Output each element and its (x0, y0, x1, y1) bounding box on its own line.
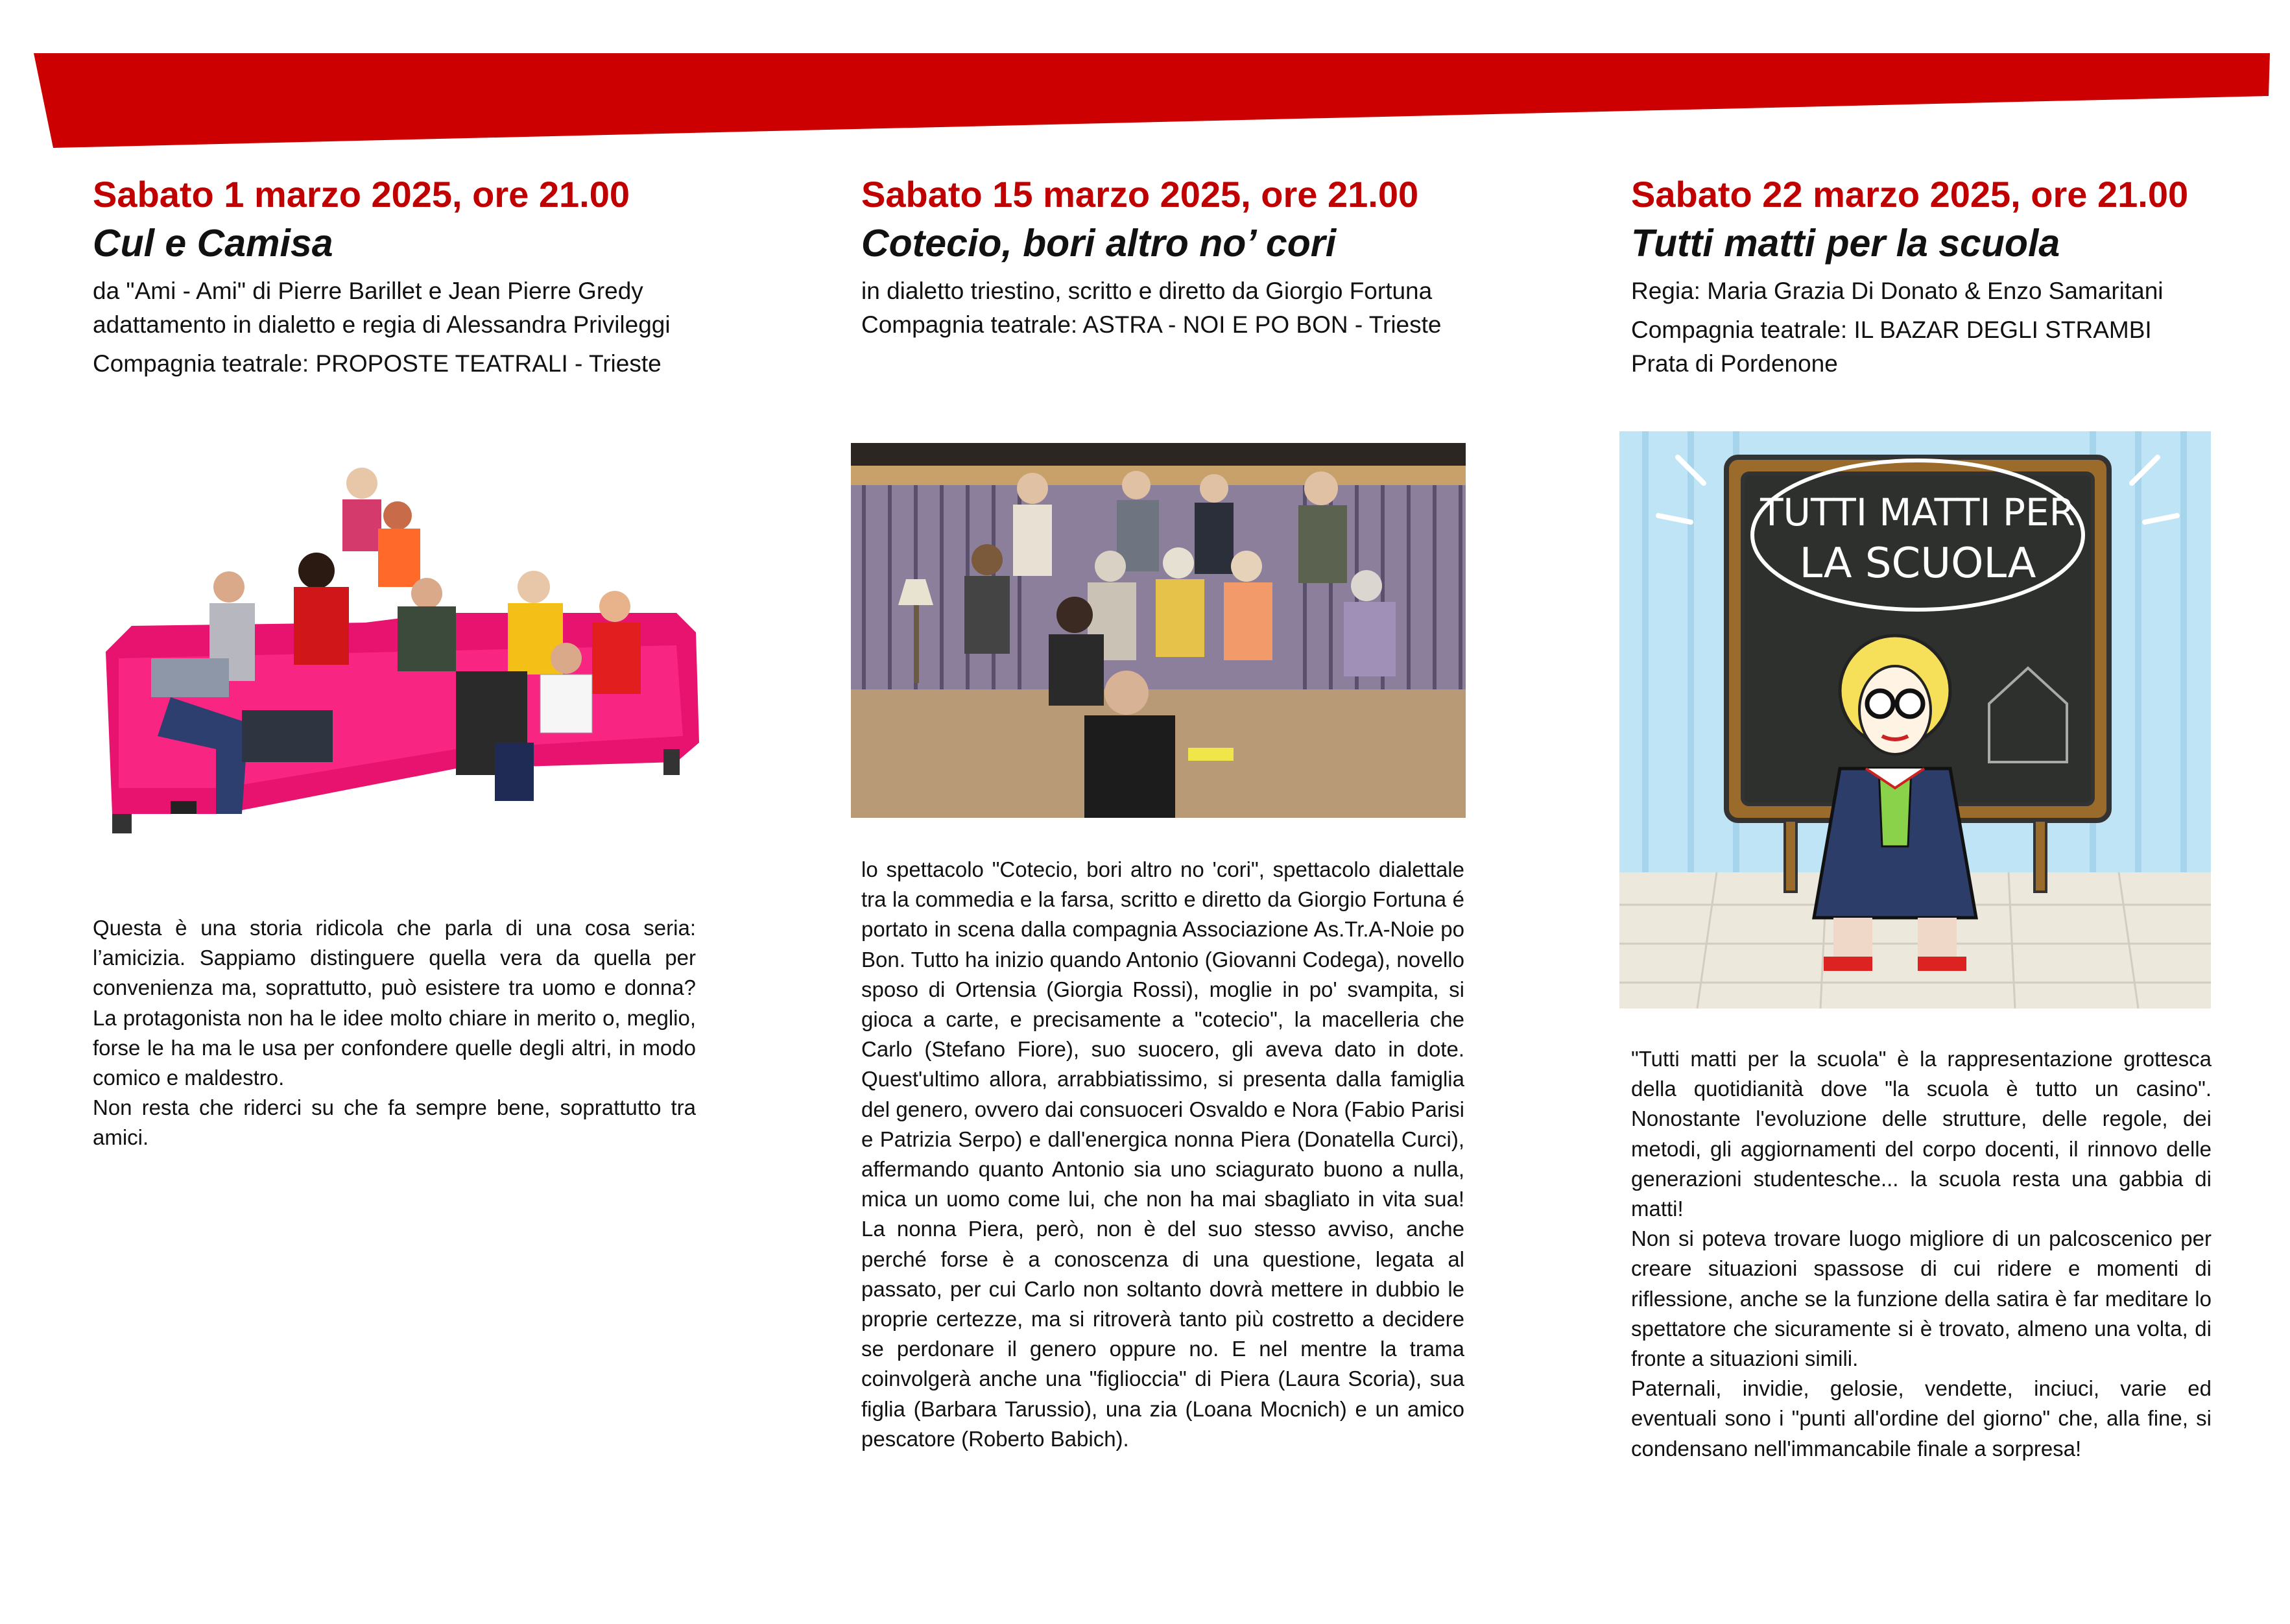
event-date: Sabato 15 marzo 2025, ore 21.00 (861, 174, 1419, 215)
event-title: Cotecio, bori altro no’ cori (861, 222, 1337, 265)
event-credit: Compagnia teatrale: PROPOSTE TEATRALI - Trieste (93, 350, 662, 377)
event-date: Sabato 1 marzo 2025, ore 21.00 (93, 174, 630, 215)
description-paragraph: Non resta che riderci su che fa sempre bene, soprattutto tra amici. (93, 1095, 696, 1150)
red-banner (0, 0, 2290, 156)
event-title: Tutti matti per la scuola (1631, 222, 2060, 265)
event-date: Sabato 22 marzo 2025, ore 21.00 (1631, 174, 2189, 215)
event-credit: da "Ami - Ami" di Pierre Barillet e Jean Pierre Gredy (93, 278, 643, 304)
description-paragraph: Paternali, invidie, gelosie, vendette, inciuci, varie ed eventuali sono i "punti all'ordine del giorno" che, alla fine, si condensano nell'immancabile finale a sorpresa! (1631, 1376, 2212, 1461)
poster-title-line-1: TUTTI MATTI PER (1760, 490, 2075, 534)
event-column-1 (93, 172, 696, 381)
event-credit: Regia: Maria Grazia Di Donato & Enzo Samaritani (1631, 278, 2164, 304)
cast-photo-cotecio (851, 443, 1466, 818)
event-description (93, 913, 696, 1153)
event-description (1631, 1044, 2212, 1464)
poster-title-line-2: LA SCUOLA (1799, 540, 2036, 588)
description-paragraph: "Tutti matti per la scuola" è la rappresentazione grottesca della quotidianità dove "la scuola è tutto un casino". Nonostante l'evoluzione delle strutture, delle regole, dei metodi, gli aggiornamenti del corpo docenti, il rinnovo delle generazioni studentesche... la scuola resta una gabbia di matti! (1631, 1047, 2212, 1221)
event-column-3 (1631, 172, 2215, 381)
event-description (861, 855, 1464, 1454)
event-credit: Compagnia teatrale: ASTRA - NOI E PO BON - Trieste (861, 311, 1442, 338)
event-column-2 (861, 172, 1468, 342)
event-title: Cul e Camisa (93, 222, 333, 265)
poster-tutti-matti (1619, 431, 2211, 1009)
event-credit: Compagnia teatrale: IL BAZAR DEGLI STRAMBI (1631, 316, 2152, 343)
event-credit: in dialetto triestino, scritto e diretto da Giorgio Fortuna (861, 278, 1433, 304)
cast-photo-cul-e-camisa (93, 464, 702, 853)
description-paragraph: lo spettacolo "Cotecio, bori altro no 'cori", spettacolo dialettale tra la commedia e la farsa, scritto e diretto da Giorgio Fortuna é portato in scena dalla compagnia Associazione As.Tr.A-Noie po Bon. Tutto ha inizio quando Antonio (Giovanni Codega), novello sposo di Ortensia (Giorgia Rossi), moglie in po' svampita, si gioca a carte, e precisamente a "cotecio", la macelleria che Carlo (Stefano Fiore), suo suocero, gli aveva dato in dote. Quest'ultimo allora, arrabbiatissimo, si presenta dalla famiglia del genero, ovvero dai consuoceri Osvaldo e Nora (Fabio Parisi e Patrizia Serpo) e dall'energica nonna Piera (Donatella Curci), affermando quanto Antonio sia uno sciagurato buono a nulla, mica un uomo come lui, che non ha mai sbagliato in vita sua! La nonna Piera, però, non è del suo stesso avviso, anche perché forse è a conoscenza di una questione, legata al passato, per cui Carlo non soltanto dovrà mettere in dubbio le proprie certezze, ma si ritroverà tanto più costretto a decidere se perdonare il genero oppure no. E nel mentre la trama coinvolgerà anche una "figlioccia" di Piera (Laura Scoria), sua figlia (Barbara Tarussio), una zia (Loana Mocnich) e un amico pescatore (Roberto Babich). (861, 857, 1464, 1451)
event-credit: Prata di Pordenone (1631, 350, 1838, 377)
event-credit: adattamento in dialetto e regia di Alessandra Privileggi (93, 311, 671, 338)
description-paragraph: Non si poteva trovare luogo migliore di un palcoscenico per creare situazioni spassose di cui ridere e momenti di riflessione, anche se la funzione della satira è far meditare lo spettatore che sicuramente si è trovato, almeno una volta, di fronte a situazioni simili. (1631, 1226, 2212, 1371)
description-paragraph: Questa è una storia ridicola che parla di una cosa seria: l’amicizia. Sappiamo distinguere quella vera da quella per convenienza ma, soprattutto, può esistere tra uomo e donna? La protagonista non ha le idee molto chiare in merito o, meglio, forse le ha ma le usa per confondere quelle degli altri, in modo comico e maldestro. (93, 916, 696, 1090)
